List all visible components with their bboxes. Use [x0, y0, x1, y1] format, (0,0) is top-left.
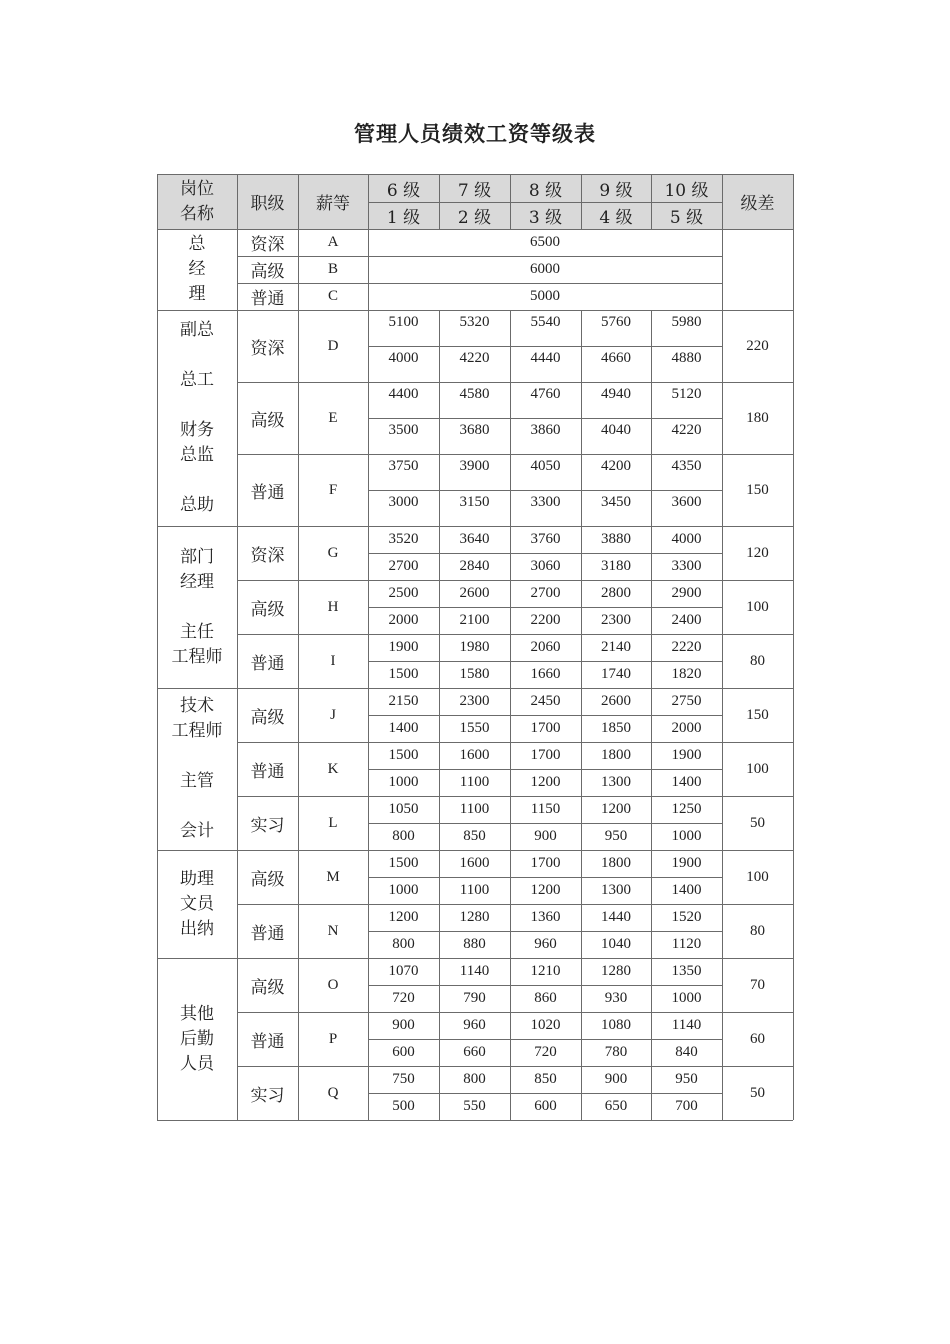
grade-diff-cell: 150 — [746, 481, 769, 498]
grade-diff-cell: 100 — [746, 760, 769, 777]
salary-cell-lower: 790 — [463, 990, 486, 1006]
salary-cell-lower: 4880 — [671, 350, 702, 366]
salary-cell-upper: 3760 — [530, 531, 561, 547]
salary-cell-upper: 1800 — [601, 747, 631, 763]
salary-grade-cell: M — [326, 868, 340, 885]
table-rule — [298, 526, 299, 688]
table-rule — [793, 310, 794, 526]
salary-grade-cell: H — [327, 598, 339, 615]
salary-cell-lower: 2100 — [459, 612, 490, 628]
salary-cell-lower: 550 — [463, 1098, 486, 1114]
table-rule — [793, 174, 794, 229]
salary-cell-lower: 3680 — [459, 422, 490, 438]
salary-cell-lower: 1660 — [530, 666, 561, 682]
table-rule — [368, 823, 722, 824]
salary-cell-upper: 1070 — [388, 963, 419, 979]
table-rule — [510, 850, 511, 958]
salary-cell-lower: 1850 — [601, 720, 631, 736]
table-rule — [157, 688, 158, 850]
salary-cell-lower: 660 — [463, 1044, 486, 1060]
position-name-cell: 总 经 理 — [188, 234, 206, 304]
grade-diff-cell: 150 — [746, 706, 769, 723]
position-name-cell: 部门 经理 主任 工程师 — [171, 546, 223, 667]
table-rule — [237, 526, 238, 688]
salary-cell-lower: 3300 — [671, 558, 702, 574]
rank-cell: 实习 — [250, 815, 285, 836]
table-rule — [581, 310, 582, 526]
salary-cell-lower: 1100 — [459, 774, 490, 790]
salary-cell-upper: 2500 — [388, 585, 419, 601]
salary-cell-upper: 3750 — [388, 458, 419, 474]
table-rule — [722, 526, 723, 688]
salary-cell-upper: 1140 — [459, 963, 490, 979]
table-rule — [368, 769, 722, 770]
table-rule — [581, 688, 582, 850]
salary-grade-cell: N — [327, 922, 339, 939]
salary-cell-upper: 1280 — [601, 963, 631, 979]
salary-cell-lower: 1550 — [459, 720, 490, 736]
salary-cell-lower: 3450 — [601, 494, 631, 510]
salary-grade-cell: C — [327, 288, 338, 304]
salary-cell-upper: 2450 — [530, 693, 561, 709]
table-rule — [793, 688, 794, 850]
salary-cell-lower: 2300 — [601, 612, 631, 628]
table-rule — [651, 688, 652, 850]
table-rule — [368, 526, 369, 688]
header-position: 岗位 名称 — [157, 174, 237, 229]
salary-cell-upper: 1440 — [601, 909, 631, 925]
salary-cell-lower: 1400 — [388, 720, 419, 736]
salary-cell-upper: 1360 — [530, 909, 561, 925]
rank-cell: 普通 — [250, 923, 285, 944]
salary-cell-lower: 4440 — [530, 350, 561, 366]
table-rule — [651, 850, 652, 958]
salary-cell-lower: 880 — [463, 936, 486, 952]
table-rule — [298, 174, 299, 229]
salary-cell-upper: 5540 — [530, 314, 561, 330]
salary-cell-lower: 1000 — [671, 828, 702, 844]
salary-cell-lower: 720 — [534, 1044, 557, 1060]
table-rule — [722, 229, 723, 310]
salary-grade-cell: G — [327, 544, 339, 561]
table-rule — [793, 526, 794, 688]
salary-cell-upper: 3640 — [459, 531, 490, 547]
table-rule — [368, 985, 722, 986]
salary-cell-lower: 1120 — [671, 936, 702, 952]
rank-cell: 普通 — [250, 289, 285, 309]
salary-cell-lower: 2000 — [671, 720, 702, 736]
header-level-bottom: 5 级 — [651, 202, 722, 229]
table-rule — [298, 310, 299, 526]
salary-cell-upper: 1500 — [388, 747, 419, 763]
grade-diff-cell: 100 — [746, 868, 769, 885]
salary-cell-lower: 2200 — [530, 612, 561, 628]
salary-cell-upper: 1020 — [530, 1017, 561, 1033]
salary-cell-upper: 1520 — [671, 909, 702, 925]
table-rule — [722, 174, 723, 229]
grade-diff-cell: 50 — [750, 1084, 765, 1101]
salary-cell-upper: 4400 — [388, 386, 419, 402]
salary-cell-upper: 1050 — [388, 801, 419, 817]
table-rule — [157, 1120, 793, 1121]
header-level-top: 8 级 — [510, 174, 581, 202]
header-level-bottom: 1 级 — [368, 202, 439, 229]
table-rule — [157, 174, 158, 229]
salary-cell-lower: 1300 — [601, 882, 631, 898]
salary-cell-upper: 2600 — [601, 693, 631, 709]
salary-cell-upper: 2700 — [530, 585, 561, 601]
salary-cell-upper: 2600 — [459, 585, 490, 601]
salary-cell-lower: 1000 — [388, 882, 419, 898]
salary-grade-cell: K — [327, 760, 339, 777]
header-level-top: 9 级 — [581, 174, 651, 202]
salary-grade-cell: L — [328, 814, 338, 831]
salary-grade-cell: Q — [327, 1084, 339, 1101]
table-rule — [722, 688, 723, 850]
table-rule — [237, 958, 238, 1120]
salary-cell-upper: 1900 — [671, 747, 702, 763]
salary-cell-lower: 960 — [534, 936, 557, 952]
salary-cell-upper: 5320 — [459, 314, 490, 330]
salary-cell-upper: 5120 — [671, 386, 702, 402]
salary-cell-lower: 720 — [392, 990, 415, 1006]
header-level-top: 10 级 — [651, 174, 722, 202]
header-salary-grade: 薪等 — [298, 174, 368, 229]
table-rule — [368, 1093, 722, 1094]
salary-cell-lower: 3600 — [671, 494, 702, 510]
salary-cell-lower: 1040 — [601, 936, 631, 952]
table-rule — [298, 958, 299, 1120]
salary-cell-upper: 1900 — [671, 855, 702, 871]
rank-cell: 资深 — [250, 545, 285, 566]
table-rule — [722, 310, 723, 526]
page-title: 管理人员绩效工资等级表 — [354, 121, 596, 146]
rank-cell: 高级 — [250, 869, 285, 890]
salary-grade-cell: P — [328, 1030, 338, 1047]
table-rule — [368, 688, 369, 850]
salary-cell-lower: 900 — [534, 828, 557, 844]
grade-diff-cell: 80 — [750, 652, 765, 669]
salary-cell-upper: 1080 — [601, 1017, 631, 1033]
table-rule — [581, 526, 582, 688]
table-rule — [793, 958, 794, 1120]
salary-cell-upper: 2140 — [601, 639, 631, 655]
table-rule — [237, 310, 238, 526]
header-rank: 职级 — [237, 174, 298, 229]
grade-diff-cell: 100 — [746, 598, 769, 615]
table-rule — [793, 229, 794, 310]
table-rule — [651, 174, 652, 229]
salary-cell-upper: 4000 — [671, 531, 702, 547]
table-rule — [368, 310, 369, 526]
salary-cell-lower: 780 — [604, 1044, 628, 1060]
table-rule — [298, 850, 299, 958]
grade-diff-cell: 50 — [750, 814, 765, 831]
salary-cell-lower: 3500 — [388, 422, 419, 438]
salary-cell-upper: 3880 — [601, 531, 631, 547]
salary-cell-upper: 1350 — [671, 963, 702, 979]
table-rule — [651, 526, 652, 688]
table-rule — [581, 850, 582, 958]
salary-cell-lower: 860 — [534, 990, 557, 1006]
salary-cell-lower: 3000 — [388, 494, 419, 510]
salary-cell-upper: 960 — [463, 1017, 486, 1033]
salary-grade-table — [157, 174, 793, 1124]
salary-grade-cell: D — [327, 337, 339, 354]
salary-grade-cell: J — [330, 706, 336, 723]
salary-cell-upper: 800 — [463, 1071, 486, 1087]
grade-diff-cell: 80 — [750, 922, 765, 939]
table-rule — [510, 174, 511, 229]
salary-cell-upper: 4050 — [530, 458, 561, 474]
table-rule — [793, 850, 794, 958]
salary-cell-lower: 840 — [675, 1044, 698, 1060]
table-rule — [368, 346, 722, 347]
salary-cell-lower: 500 — [392, 1098, 415, 1114]
salary-cell-upper: 4580 — [459, 386, 490, 402]
salary-cell-lower: 1000 — [671, 990, 702, 1006]
salary-cell-lower: 650 — [604, 1098, 628, 1114]
salary-cell-lower: 1400 — [671, 774, 702, 790]
salary-grade-cell: B — [327, 261, 338, 277]
rank-cell: 高级 — [250, 599, 285, 620]
table-rule — [368, 715, 722, 716]
salary-cell-lower: 600 — [534, 1098, 557, 1114]
flat-salary-cell: 6000 — [530, 261, 560, 277]
table-rule — [368, 229, 369, 310]
salary-cell-upper: 1140 — [671, 1017, 702, 1033]
table-rule — [157, 850, 158, 958]
table-rule — [298, 688, 299, 850]
salary-cell-lower: 3060 — [530, 558, 561, 574]
salary-cell-lower: 1740 — [601, 666, 631, 682]
position-name-cell: 其他 后勤 人员 — [180, 1003, 214, 1074]
table-rule — [368, 1039, 722, 1040]
salary-cell-lower: 950 — [604, 828, 628, 844]
salary-cell-lower: 700 — [675, 1098, 698, 1114]
salary-cell-lower: 800 — [392, 828, 415, 844]
table-rule — [581, 174, 582, 229]
table-rule — [368, 202, 722, 203]
table-rule — [157, 310, 158, 526]
table-rule — [368, 877, 722, 878]
salary-cell-lower: 3180 — [601, 558, 631, 574]
table-rule — [157, 229, 158, 310]
salary-cell-upper: 1500 — [388, 855, 419, 871]
table-rule — [237, 850, 238, 958]
salary-cell-lower: 1100 — [459, 882, 490, 898]
salary-cell-upper: 2150 — [388, 693, 419, 709]
salary-grade-cell: A — [327, 234, 339, 250]
salary-cell-lower: 4220 — [459, 350, 490, 366]
table-rule — [722, 850, 723, 958]
grade-diff-cell: 70 — [750, 976, 765, 993]
table-rule — [581, 958, 582, 1120]
salary-cell-upper: 3520 — [388, 531, 419, 547]
salary-cell-upper: 2750 — [671, 693, 702, 709]
salary-cell-lower: 2840 — [459, 558, 490, 574]
salary-cell-lower: 2700 — [388, 558, 419, 574]
table-rule — [651, 310, 652, 526]
salary-cell-upper: 2060 — [530, 639, 561, 655]
table-rule — [439, 850, 440, 958]
rank-cell: 高级 — [250, 977, 285, 998]
table-rule — [439, 174, 440, 229]
header-level-top: 7 级 — [439, 174, 510, 202]
table-rule — [237, 174, 238, 229]
rank-cell: 实习 — [250, 1085, 285, 1106]
rank-cell: 普通 — [250, 482, 285, 503]
salary-cell-upper: 5100 — [388, 314, 419, 330]
salary-cell-lower: 1580 — [459, 666, 490, 682]
table-rule — [439, 688, 440, 850]
rank-cell: 高级 — [250, 410, 285, 431]
salary-cell-upper: 1800 — [601, 855, 631, 871]
salary-cell-upper: 1600 — [459, 747, 490, 763]
position-name-cell: 助理 文员 出纳 — [180, 868, 214, 939]
salary-cell-upper: 900 — [392, 1017, 415, 1033]
table-rule — [368, 553, 722, 554]
rank-cell: 普通 — [250, 761, 285, 782]
salary-cell-upper: 750 — [392, 1071, 415, 1087]
salary-cell-upper: 1200 — [601, 801, 631, 817]
rank-cell: 资深 — [250, 338, 285, 359]
salary-cell-lower: 4000 — [388, 350, 419, 366]
salary-cell-upper: 1210 — [530, 963, 561, 979]
salary-cell-upper: 1980 — [459, 639, 490, 655]
salary-cell-lower: 800 — [392, 936, 415, 952]
salary-cell-lower: 3860 — [530, 422, 561, 438]
rank-cell: 资深 — [250, 235, 285, 255]
salary-cell-lower: 850 — [463, 828, 486, 844]
salary-cell-lower: 2400 — [671, 612, 702, 628]
grade-diff-cell: 180 — [746, 409, 769, 426]
salary-cell-upper: 1600 — [459, 855, 490, 871]
rank-cell: 普通 — [250, 1031, 285, 1052]
salary-cell-upper: 4940 — [601, 386, 631, 402]
salary-cell-upper: 5980 — [671, 314, 702, 330]
table-rule — [722, 958, 723, 1120]
table-rule — [439, 526, 440, 688]
table-rule — [368, 850, 369, 958]
table-rule — [237, 229, 238, 310]
position-name-cell: 副总 总工 财务 总监 总助 — [180, 320, 214, 515]
salary-cell-upper: 4350 — [671, 458, 702, 474]
salary-cell-lower: 4220 — [671, 422, 702, 438]
grade-diff-cell: 60 — [750, 1030, 765, 1047]
salary-grade-cell: O — [327, 976, 339, 993]
salary-cell-upper: 850 — [534, 1071, 557, 1087]
salary-cell-upper: 1700 — [530, 855, 561, 871]
position-name-cell: 技术 工程师 主管 会计 — [171, 696, 223, 841]
header-level-top: 6 级 — [368, 174, 439, 202]
salary-cell-upper: 1150 — [530, 801, 561, 817]
grade-diff-cell: 220 — [746, 337, 769, 354]
salary-cell-lower: 1200 — [530, 882, 561, 898]
salary-cell-upper: 1900 — [388, 639, 419, 655]
salary-cell-upper: 2800 — [601, 585, 631, 601]
header-level-bottom: 4 级 — [581, 202, 651, 229]
table-rule — [237, 688, 238, 850]
table-rule — [651, 958, 652, 1120]
header-level-bottom: 2 级 — [439, 202, 510, 229]
salary-cell-upper: 2300 — [459, 693, 490, 709]
table-rule — [439, 310, 440, 526]
salary-cell-upper: 4200 — [601, 458, 631, 474]
salary-cell-upper: 1100 — [459, 801, 490, 817]
table-rule — [368, 174, 369, 229]
salary-cell-upper: 2220 — [671, 639, 702, 655]
salary-cell-lower: 1500 — [388, 666, 419, 682]
salary-grade-cell: I — [330, 652, 336, 669]
salary-cell-lower: 1000 — [388, 774, 419, 790]
salary-cell-upper: 3900 — [459, 458, 490, 474]
salary-cell-lower: 3150 — [459, 494, 490, 510]
salary-cell-lower: 4660 — [601, 350, 631, 366]
header-level-bottom: 3 级 — [510, 202, 581, 229]
table-rule — [368, 490, 722, 491]
salary-cell-upper: 1200 — [388, 909, 419, 925]
salary-cell-upper: 1280 — [459, 909, 490, 925]
table-rule — [157, 958, 158, 1120]
salary-cell-upper: 900 — [604, 1071, 628, 1087]
salary-cell-upper: 950 — [675, 1071, 698, 1087]
table-rule — [510, 688, 511, 850]
salary-cell-lower: 600 — [392, 1044, 415, 1060]
salary-cell-upper: 5760 — [601, 314, 631, 330]
salary-cell-lower: 2000 — [388, 612, 419, 628]
salary-cell-upper: 1700 — [530, 747, 561, 763]
table-rule — [368, 931, 722, 932]
table-rule — [439, 958, 440, 1120]
salary-cell-lower: 1300 — [601, 774, 631, 790]
table-rule — [510, 310, 511, 526]
header-diff: 级差 — [722, 174, 793, 229]
table-rule — [157, 526, 158, 688]
flat-salary-cell: 5000 — [530, 288, 560, 304]
grade-diff-cell: 120 — [746, 544, 769, 561]
table-rule — [368, 661, 722, 662]
salary-grade-cell: E — [328, 409, 338, 426]
table-rule — [298, 229, 299, 310]
salary-cell-lower: 1820 — [671, 666, 702, 682]
salary-cell-lower: 4040 — [601, 422, 631, 438]
salary-cell-upper: 4760 — [530, 386, 561, 402]
table-rule — [510, 526, 511, 688]
table-rule — [368, 607, 722, 608]
salary-cell-lower: 1700 — [530, 720, 561, 736]
salary-cell-lower: 3300 — [530, 494, 561, 510]
table-rule — [368, 418, 722, 419]
salary-cell-upper: 2900 — [671, 585, 702, 601]
rank-cell: 高级 — [250, 262, 285, 282]
table-rule — [510, 958, 511, 1120]
rank-cell: 高级 — [250, 707, 285, 728]
table-rule — [157, 174, 793, 175]
salary-cell-lower: 930 — [604, 990, 628, 1006]
rank-cell: 普通 — [250, 653, 285, 674]
table-rule — [368, 958, 369, 1120]
salary-cell-upper: 1250 — [671, 801, 702, 817]
salary-grade-cell: F — [328, 481, 338, 498]
salary-cell-lower: 1400 — [671, 882, 702, 898]
flat-salary-cell: 6500 — [530, 234, 560, 250]
salary-cell-lower: 1200 — [530, 774, 561, 790]
